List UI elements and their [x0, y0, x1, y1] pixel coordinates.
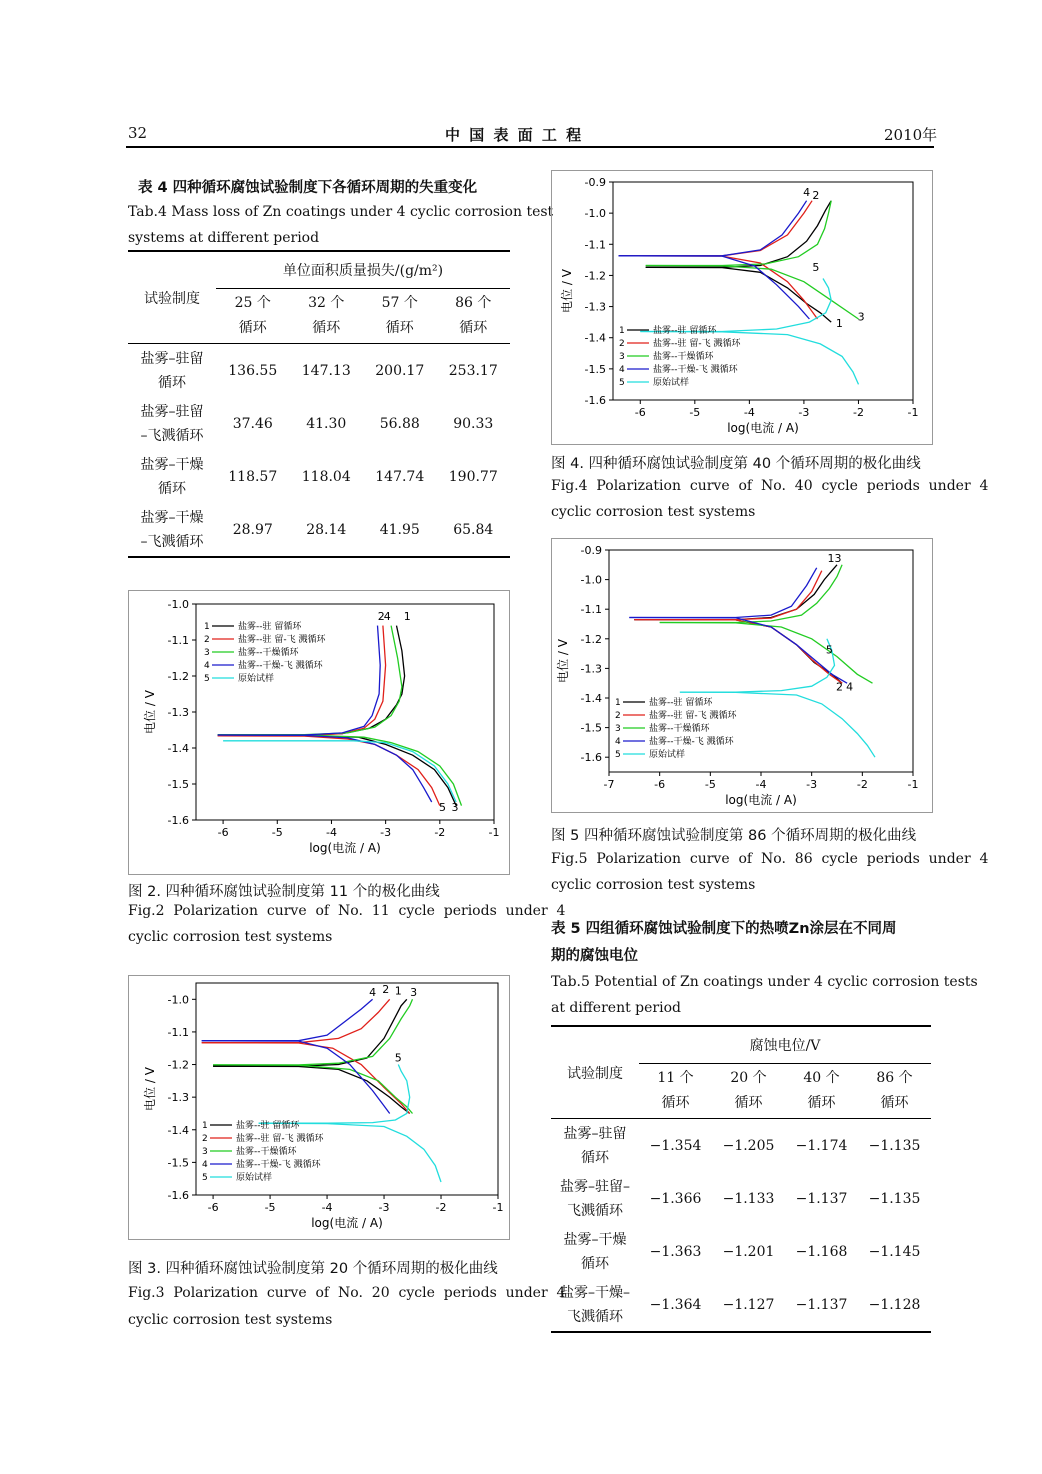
- x-tick-label: -6: [217, 826, 229, 839]
- x-tick-label: -2: [852, 406, 864, 419]
- table4-col-header: 25 个 循环: [234, 295, 271, 336]
- table4-cell: 41.95: [379, 521, 420, 538]
- table5-row-header: 试验制度: [567, 1066, 623, 1082]
- fig3-caption-en-2: cyclic corrosion test systems: [128, 1312, 333, 1328]
- table5-row: [551, 1119, 931, 1173]
- table5-row: [551, 1172, 931, 1225]
- y-tick-label: -1.3: [167, 706, 189, 719]
- table5-cell: −1.366: [649, 1190, 702, 1207]
- y-tick-label: -0.9: [584, 176, 606, 189]
- legend-number: 2: [615, 711, 621, 721]
- x-tick-label: -6: [654, 778, 666, 791]
- fig3-caption-zh: 图 3. 四种循环腐蚀试验制度第 20 个循环周期的极化曲线: [128, 1261, 498, 1277]
- legend-label: 盐雾--驻 留-飞 溅循环: [653, 339, 741, 349]
- x-axis-label: log(电流 / A): [311, 1216, 383, 1230]
- table5-cell: −1.145: [868, 1243, 921, 1260]
- x-tick-label: -3: [380, 826, 392, 839]
- x-axis-label: log(电流 / A): [727, 421, 799, 435]
- table4-col-header: 32 个 循环: [308, 295, 345, 336]
- x-tick-label: -4: [755, 778, 767, 791]
- table5-col-header: 11 个 循环: [657, 1070, 694, 1111]
- table4-cell: 65.84: [453, 521, 494, 538]
- series-1-line: [213, 1066, 410, 1113]
- table4-row-name: 盐雾–干燥 循环: [140, 456, 204, 497]
- table5-cell: −1.364: [649, 1296, 702, 1313]
- legend-label: 原始试样: [653, 378, 690, 388]
- table5-row-name: 盐雾–驻留 循环: [563, 1125, 627, 1166]
- legend-number: 1: [615, 698, 621, 708]
- table4-title-en-2: systems at different period: [128, 230, 320, 246]
- legend-label: 原始试样: [236, 1173, 273, 1183]
- x-tick-label: -5: [704, 778, 716, 791]
- fig5-caption-en-1: Fig.5 Polarization curve of No. 86 cycle periods under 4: [551, 851, 989, 867]
- y-tick-label: -1.3: [580, 662, 602, 676]
- series-5-line: [223, 741, 456, 802]
- y-tick-label: -1.1: [584, 238, 606, 252]
- x-axis-label: log(电流 / A): [309, 841, 381, 855]
- table4-title-zh: 表 4 四种循环腐蚀试验制度下各循环周期的失重变化: [138, 180, 478, 196]
- y-axis-label: 电位 / V: [556, 639, 570, 683]
- curve-label: 2: [812, 189, 820, 203]
- y-tick-label: -1.0: [167, 598, 189, 611]
- table4-row: [128, 450, 510, 503]
- table5-row: [551, 1225, 931, 1278]
- fig3-chart: [128, 975, 510, 1240]
- table5-row: [551, 1278, 931, 1332]
- legend-label: 盐雾--干燥循环: [236, 1147, 297, 1157]
- x-tick-label: -4: [321, 1201, 333, 1214]
- x-tick-label: -2: [856, 778, 868, 791]
- y-tick-label: -1.4: [167, 742, 189, 755]
- fig4-caption-zh: 图 4. 四种循环腐蚀试验制度第 40 个循环周期的极化曲线: [551, 456, 921, 472]
- series-2-line: [634, 620, 842, 684]
- legend-number: 5: [204, 674, 210, 684]
- x-tick-label: -5: [264, 1201, 276, 1214]
- x-tick-label: -5: [689, 406, 701, 419]
- y-tick-label: -1.4: [167, 1123, 189, 1137]
- y-tick-label: -1.2: [580, 632, 602, 646]
- legend-label: 盐雾--干燥-飞 溅循环: [238, 661, 323, 671]
- legend-label: 盐雾--驻 留循环: [236, 1121, 300, 1131]
- x-tick-label: -1: [492, 1201, 504, 1214]
- legend-number: 4: [619, 365, 625, 375]
- table5-title-zh-1: 表 5 四组循环腐蚀试验制度下的热喷Zn涂层在不同周: [551, 921, 897, 937]
- legend-label: 盐雾--驻 留循环: [238, 622, 302, 632]
- curve-label: 2: [382, 982, 390, 996]
- fig2-caption-en-2: cyclic corrosion test systems: [128, 929, 333, 945]
- fig4-chart: [551, 170, 933, 445]
- curve-label: 4: [803, 186, 811, 200]
- y-tick-label: -1.3: [584, 300, 606, 314]
- table4-row-name: 盐雾–驻留 循环: [140, 350, 204, 391]
- series-5-line: [259, 1065, 410, 1124]
- table5-cell: −1.133: [722, 1190, 775, 1207]
- table5-row-name: 盐雾–干燥– 飞溅循环: [560, 1284, 630, 1325]
- table5-cell: −1.128: [868, 1296, 921, 1313]
- curve-label: 4: [846, 680, 854, 694]
- table4-cell: 37.46: [232, 415, 273, 432]
- fig2-chart: [128, 590, 510, 875]
- journal-title: 中 国 表 面 工 程: [445, 126, 584, 144]
- table5-col-header: 86 个 循环: [876, 1070, 913, 1111]
- table4-row: [128, 344, 510, 398]
- legend-number: 3: [202, 1147, 208, 1157]
- curve-label: 2: [377, 610, 385, 624]
- table4-row-name: 盐雾–驻留 –飞溅循环: [140, 403, 204, 444]
- fig2-caption-zh: 图 2. 四种循环腐蚀试验制度第 11 个的极化曲线: [128, 884, 440, 900]
- figure-4: [551, 170, 933, 445]
- figure-2: [128, 590, 510, 875]
- series-5-line: [680, 639, 835, 692]
- table4-cell: 90.33: [453, 415, 494, 432]
- year: 2010年: [884, 126, 938, 144]
- series-4-line: [629, 618, 847, 684]
- legend-label: 盐雾--干燥-飞 溅循环: [649, 737, 734, 747]
- y-tick-label: -1.6: [167, 814, 189, 827]
- curve-label: 1: [835, 316, 843, 330]
- y-tick-label: -0.9: [580, 544, 602, 557]
- legend-label: 盐雾--干燥循环: [238, 648, 299, 658]
- legend-label: 盐雾--驻 留-飞 溅循环: [238, 635, 326, 645]
- legend-label: 盐雾--干燥循环: [653, 352, 714, 362]
- legend-number: 3: [615, 724, 621, 734]
- legend-label: 盐雾--驻 留-飞 溅循环: [649, 711, 737, 721]
- series-5-line: [640, 279, 831, 332]
- table4-cell: 200.17: [375, 362, 425, 379]
- series-2-line: [218, 736, 440, 806]
- table5-cell: −1.168: [795, 1243, 848, 1260]
- table5-cell: −1.137: [795, 1296, 848, 1313]
- series-3-line: [213, 1065, 412, 1114]
- table4-cell: 136.55: [228, 362, 278, 379]
- curve-label: 1: [403, 610, 411, 624]
- legend-number: 1: [202, 1121, 208, 1131]
- fig4-caption-en-1: Fig.4 Polarization curve of No. 40 cycle periods under 4: [551, 478, 989, 494]
- table5-title-en-2: at different period: [551, 1000, 681, 1016]
- y-tick-label: -1.5: [167, 778, 189, 791]
- curve-label: 13: [827, 551, 842, 565]
- x-tick-label: -1: [907, 778, 919, 791]
- series-1-line: [634, 620, 842, 684]
- legend-number: 5: [615, 750, 621, 760]
- y-tick-label: -1.1: [167, 1025, 189, 1039]
- y-tick-label: -1.2: [584, 269, 606, 283]
- y-tick-label: -1.1: [167, 634, 189, 647]
- y-axis-label: 电位 / V: [143, 1067, 157, 1111]
- legend-label: 盐雾--干燥循环: [649, 724, 710, 734]
- x-tick-label: -4: [743, 406, 755, 419]
- curve-label: 4: [369, 986, 377, 1000]
- y-tick-label: -1.5: [584, 362, 606, 376]
- legend-label: 盐雾--驻 留循环: [653, 326, 717, 336]
- y-tick-label: -1.5: [167, 1156, 189, 1170]
- table4-col-header: 86 个 循环: [455, 295, 492, 336]
- table4-row: [128, 397, 510, 450]
- legend-number: 4: [202, 1160, 208, 1170]
- series-1-line: [646, 267, 832, 322]
- table5-cell: −1.174: [795, 1137, 848, 1154]
- x-tick-label: -6: [207, 1201, 219, 1214]
- fig2-caption-en-1: Fig.2 Polarization curve of No. 11 cycle periods under 4: [128, 903, 566, 919]
- series-4-line: [202, 1041, 390, 1114]
- y-tick-label: -1.3: [167, 1091, 189, 1105]
- y-tick-label: -1.0: [167, 993, 189, 1007]
- table4-cell: 118.04: [301, 468, 351, 485]
- x-tick-label: -7: [603, 778, 615, 791]
- x-tick-label: -1: [488, 826, 500, 839]
- fig5-caption-zh: 图 5 四种循环腐蚀试验制度第 86 个循环周期的极化曲线: [551, 828, 917, 844]
- y-tick-label: -1.1: [580, 603, 602, 617]
- table4-column-group: 单位面积质量损失/(g/m²): [216, 251, 510, 289]
- table4-title-en-1: Tab.4 Mass loss of Zn coatings under 4 cyclic corrosion test: [128, 204, 554, 220]
- table5-cell: −1.354: [649, 1137, 702, 1154]
- legend-label: 原始试样: [238, 674, 275, 684]
- legend-number: 3: [619, 352, 625, 362]
- table5-row-name: 盐雾–驻留– 飞溅循环: [560, 1178, 630, 1219]
- table4-cell: 147.13: [301, 362, 351, 379]
- y-tick-label: -1.4: [580, 692, 602, 705]
- legend-label: 盐雾--驻 留循环: [649, 698, 713, 708]
- y-tick-label: -1.5: [580, 721, 602, 735]
- legend-label: 原始试样: [649, 750, 686, 760]
- table4-row-name: 盐雾–干燥 –飞溅循环: [140, 509, 204, 550]
- y-axis-label: 电位 / V: [560, 269, 574, 313]
- table5-col-header: 40 个 循环: [803, 1070, 840, 1111]
- table4-col-header: 57 个 循环: [381, 295, 418, 336]
- y-tick-label: -1.2: [167, 1058, 189, 1072]
- legend-number: 1: [619, 326, 625, 336]
- x-tick-label: -2: [434, 826, 446, 839]
- curve-label: 5: [439, 801, 447, 814]
- table4-cell: 56.88: [379, 415, 420, 432]
- y-tick-label: -1.6: [584, 394, 606, 407]
- series-3-line: [213, 999, 412, 1065]
- x-tick-label: -3: [378, 1201, 390, 1214]
- y-axis-label: 电位 / V: [143, 690, 157, 734]
- x-tick-label: -2: [435, 1201, 447, 1214]
- y-tick-label: -1.6: [167, 1189, 189, 1202]
- series-2-line: [634, 571, 822, 620]
- x-axis-label: log(电流 / A): [725, 793, 797, 807]
- legend-number: 2: [204, 635, 210, 645]
- y-tick-label: -1.0: [584, 207, 606, 221]
- table5-cell: −1.205: [722, 1137, 775, 1154]
- table4-cell: 28.97: [232, 521, 273, 538]
- curve-label: 2: [836, 680, 844, 694]
- table5-column-group: 腐蚀电位/V: [639, 1026, 931, 1064]
- figure-frame: [552, 171, 933, 445]
- curve-label: 4: [383, 610, 391, 624]
- x-tick-label: -1: [907, 406, 919, 419]
- table4-row: [128, 503, 510, 557]
- table4-cell: 253.17: [448, 362, 498, 379]
- legend-label: 盐雾--驻 留-飞 溅循环: [236, 1134, 324, 1144]
- curve-label: 3: [451, 801, 459, 814]
- table5-row-name: 盐雾–干燥 循环: [563, 1231, 627, 1272]
- x-tick-label: -6: [634, 406, 646, 419]
- table5-title-zh-2: 期的腐蚀电位: [551, 948, 638, 964]
- series-4-line: [629, 568, 816, 618]
- curve-label: 3: [857, 310, 865, 324]
- fig5-caption-en-2: cyclic corrosion test systems: [551, 877, 756, 893]
- table4-cell: 190.77: [448, 468, 498, 485]
- table4-cell: 28.14: [306, 521, 347, 538]
- table5-cell: −1.135: [868, 1137, 921, 1154]
- y-tick-label: -1.2: [167, 670, 189, 683]
- table5-cell: −1.135: [868, 1190, 921, 1207]
- table4: [128, 250, 510, 558]
- table4-cell: 147.74: [375, 468, 425, 485]
- legend-number: 2: [202, 1134, 208, 1144]
- table4-row-header: 试验制度: [144, 291, 200, 307]
- y-tick-label: -1.0: [580, 573, 602, 587]
- figure-5: [551, 538, 933, 813]
- legend-number: 3: [204, 648, 210, 658]
- series-2-line: [202, 1043, 410, 1114]
- table5-cell: −1.201: [722, 1243, 775, 1260]
- legend-number: 5: [619, 378, 625, 388]
- series-4-line: [619, 201, 807, 256]
- legend-label: 盐雾--干燥-飞 溅循环: [653, 365, 738, 375]
- curve-label: 3: [410, 986, 418, 1000]
- curve-label: 5: [812, 260, 820, 274]
- y-tick-label: -1.4: [584, 331, 606, 345]
- series-2-line: [619, 201, 813, 256]
- legend-number: 1: [204, 622, 210, 632]
- fig4-caption-en-2: cyclic corrosion test systems: [551, 504, 756, 520]
- fig5-chart: [551, 538, 933, 813]
- y-tick-label: -1.6: [580, 751, 602, 765]
- curve-label: 1: [394, 984, 402, 998]
- table4-cell: 118.57: [228, 468, 278, 485]
- fig3-caption-en-1: Fig.3 Polarization curve of No. 20 cycle periods under 4: [128, 1285, 566, 1301]
- figure-3: [128, 975, 510, 1240]
- table5-cell: −1.363: [649, 1243, 702, 1260]
- curve-label: 5: [394, 1051, 402, 1065]
- curve-label: 5: [825, 643, 833, 657]
- x-tick-label: -3: [798, 406, 810, 419]
- legend-label: 盐雾--干燥-飞 溅循环: [236, 1160, 321, 1170]
- table5-title-en-1: Tab.5 Potential of Zn coatings under 4 cyclic corrosion tests: [551, 974, 978, 990]
- series-3-line: [660, 623, 873, 684]
- table4-cell: 41.30: [306, 415, 347, 432]
- table5-col-header: 20 个 循环: [730, 1070, 767, 1111]
- series-2-line: [202, 999, 390, 1042]
- legend-number: 5: [202, 1173, 208, 1183]
- legend-number: 4: [204, 661, 210, 671]
- x-tick-label: -3: [806, 778, 818, 791]
- table5: [551, 1025, 931, 1333]
- series-3-line: [218, 735, 462, 806]
- table5-cell: −1.137: [795, 1190, 848, 1207]
- header-rule: [126, 146, 934, 148]
- series-1-line: [213, 999, 407, 1066]
- legend-number: 4: [615, 737, 621, 747]
- page-number: 32: [128, 124, 148, 142]
- legend-number: 2: [619, 339, 625, 349]
- x-tick-label: -5: [271, 826, 283, 839]
- x-tick-label: -4: [325, 826, 337, 839]
- table5-cell: −1.127: [722, 1296, 775, 1313]
- series-1-line: [218, 735, 456, 805]
- series-1-line: [646, 201, 832, 268]
